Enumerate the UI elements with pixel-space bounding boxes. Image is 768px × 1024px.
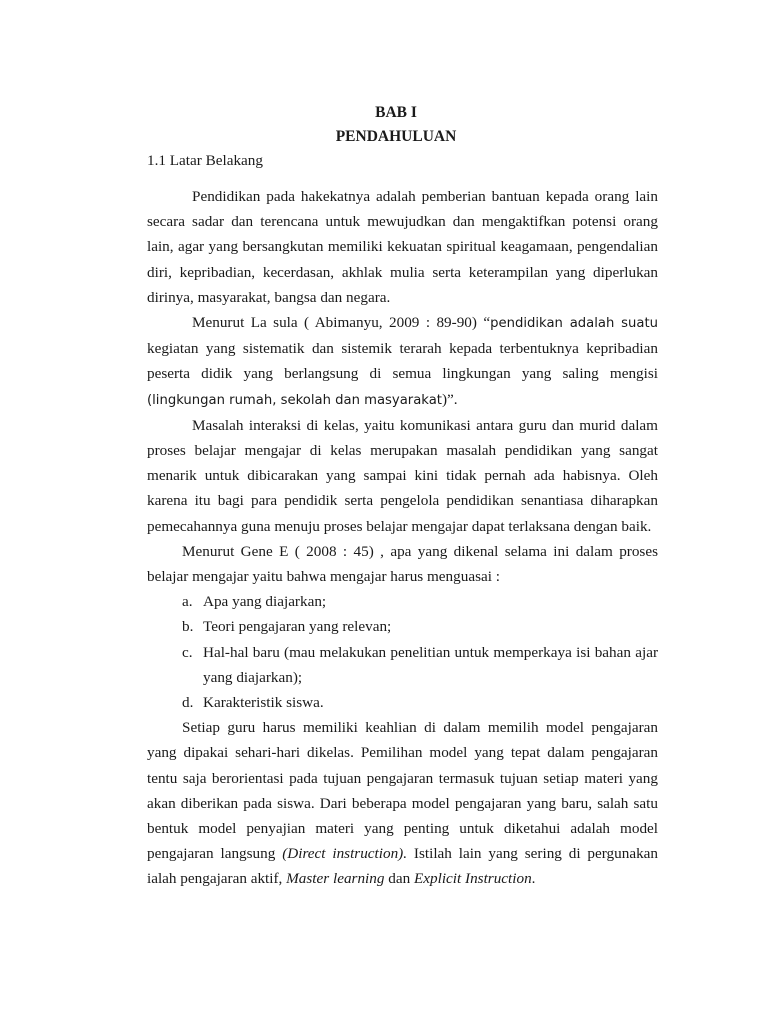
- paragraph-2: [147, 310, 658, 413]
- paragraph-5-text-c: dan: [384, 870, 414, 888]
- chapter-number: BAB I: [375, 104, 417, 121]
- list-item: [147, 614, 658, 639]
- quote-start: pendidikan adalah suatu: [490, 316, 658, 332]
- section-heading: 1.1 Latar Belakang: [147, 152, 263, 169]
- list-item-text: Hal-hal baru (mau melakukan penelitian untuk memperkaya isi bahan ajar yang diajarkan);: [203, 643, 658, 686]
- paragraph-5: [147, 715, 658, 891]
- paragraph-2-middle: kegiatan yang sistematik dan sistemik terarah kepada terbentuknya kepribadian peserta didik yang berlangsung di semua lingkungan yang saling mengisi: [147, 340, 658, 383]
- paragraph-3: Masalah interaksi di kelas, yaitu komunikasi antara guru dan murid dalam proses belajar mengajar di kelas merupakan masalah pendidikan yang sangat menarik untuk dibicarakan yang sampai kini tidak pernah ada habisnya. Oleh karena itu bagi para pendidik serta pengelola pendidikan senantiasa diharapkan pemecahannya guna menuju proses belajar mengajar dapat terlaksana dengan baik.: [147, 416, 658, 535]
- list-item: [147, 589, 658, 614]
- list-marker: d.: [182, 694, 194, 712]
- paragraph-2-lead: Menurut La sula ( Abimanyu, 2009 : 89-90) “: [192, 314, 491, 332]
- list-item-text: Karakteristik siswa.: [203, 694, 324, 712]
- paragraph-5-text-b: Istilah lain yang sering di pergunakan ialah pengajaran aktif,: [147, 845, 658, 888]
- paragraph-1: Pendidikan pada hakekatnya adalah pemberian bantuan kepada orang lain secara sadar dan terencana untuk mewujudkan dan mengaktifkan potensi orang lain, agar yang bersangkutan memiliki kekuatan spiritual keagamaan, pengendalian diri, kepribadian, kecerdasan, akhlak mulia serta keterampilan yang diperlukan dirinya, masyarakat, bangsa dan negara.: [147, 188, 658, 306]
- list-item: [147, 640, 658, 690]
- document-body: [147, 184, 658, 892]
- list-item-text: Apa yang diajarkan;: [203, 593, 327, 611]
- paragraph-5-end: .: [531, 870, 536, 888]
- quote-end: (lingkungan rumah, sekolah dan masyarakat: [147, 392, 442, 408]
- paragraph-4: Menurut Gene E ( 2008 : 45) , apa yang dikenal selama ini dalam proses belajar mengajar yaitu bahwa mengajar harus menguasai :: [147, 542, 658, 586]
- term-direct-instruction: (Direct instruction).: [282, 845, 408, 863]
- list-marker: b.: [182, 618, 194, 636]
- list-item-text: Teori pengajaran yang relevan;: [203, 618, 392, 636]
- chapter-title: PENDAHULUAN: [335, 128, 457, 145]
- paragraph-5-text-a: Setiap guru harus memiliki keahlian di dalam memilih model pengajaran yang dipakai sehari-hari dikelas. Pemilihan model yang tepat dalam pengajaran tentu saja berorientasi pada tujuan pengajaran termasuk tujuan setiap materi yang akan diberikan pada siswa. Dari beberapa model pengajaran yang baru, salah satu bentuk model penyajian materi yang penting untuk diketahui adalah model pengajaran langsung: [147, 719, 658, 863]
- list-marker: a.: [182, 593, 193, 611]
- list-marker: c.: [182, 643, 193, 661]
- list-item: [147, 690, 658, 715]
- criteria-list: [147, 589, 658, 715]
- paragraph-2-close: )”.: [441, 390, 458, 408]
- term-explicit-instruction: Explicit Instruction: [413, 870, 532, 888]
- term-master-learning: Master learning: [286, 870, 385, 888]
